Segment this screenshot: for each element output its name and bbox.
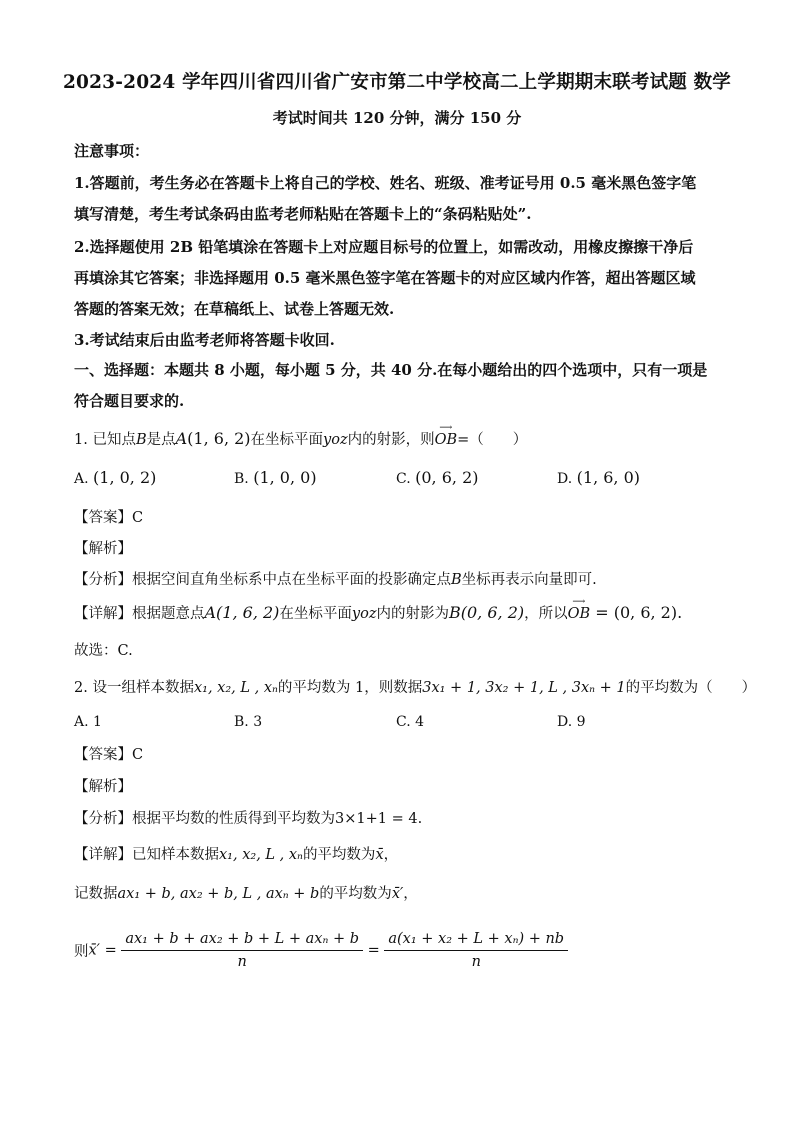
q2-option-c: C. 4	[396, 714, 425, 730]
q2-xiangjie: 【详解】已知样本数据x₁, x₂, L , xₙ的平均数为x̄，	[74, 847, 399, 863]
q1-answer: 【答案】C	[74, 510, 144, 526]
note-1-line-1: 1.答题前，考生务必在答题卡上将自己的学校、姓名、班级、准考证号用 0.5 毫米黑色签字笔	[74, 174, 697, 192]
fraction-2: $\frac{\text{a(x₁ + x₂ + L + xₙ) + nb}}{n}$	[384, 928, 568, 973]
q1-option-c: C. (0, 6, 2)	[396, 468, 479, 487]
note-2-line-2: 再填涂其它答案；非选择题用 0.5 毫米黑色签字笔在答题卡的对应区域内作答，超出答题区域	[74, 269, 696, 287]
vector-arrow-icon: ⟶	[572, 597, 586, 607]
note-1-line-2: 填写清楚，考生考试条码由监考老师粘贴在答题卡上的“条码粘贴处”.	[74, 205, 532, 223]
q1-choice: 故选：C.	[74, 643, 133, 659]
question-2-stem: 2. 设一组样本数据x₁, x₂, L , xₙ的平均数为 1，则数据3x₁ + 1, 3x₂ + 1, L , 3xₙ + 1的平均数为（ ）	[74, 680, 757, 696]
q1-option-a: A. (1, 0, 2)	[74, 468, 157, 487]
fraction-1: $\frac{\text{ax₁ + b + ax₂ + b + L + axₙ + b}}{n}$	[121, 928, 363, 973]
document-title: 2023-2024 学年四川省四川省广安市第二中学校高二上学期期末联考试题 数学	[62, 72, 732, 93]
note-2-line-3: 答题的答案无效；在草稿纸上、试卷上答题无效.	[74, 300, 395, 318]
vector-ob-solution: ⟶ OB	[567, 597, 591, 622]
q1-option-d: D. (1, 6, 0)	[557, 468, 641, 487]
q1-analysis-tag: 【解析】	[74, 541, 132, 557]
q2-formula: 则x̄′ = $\frac{\text{ax₁ + b + ax₂ + b + L + axₙ + b}}{n}$ = $\frac{\text{a(x₁ + x₂ + L + xₙ) + nb}}{n}$	[74, 928, 568, 973]
q2-ji: 记数据ax₁ + b, ax₂ + b, L , axₙ + b的平均数为x̄′，	[74, 886, 418, 902]
q2-option-d: D. 9	[557, 714, 586, 730]
question-1-stem: 1. 已知点B是点A(1, 6, 2)在坐标平面yoz内的射影，则 ⟶ OB=（ ）	[74, 423, 528, 448]
q1-xiangjie: 【详解】根据题意点A(1, 6, 2)在坐标平面yoz内的射影为B(0, 6, 2)，所以 ⟶ OB = (0, 6, 2).	[74, 597, 683, 622]
q2-analysis-tag: 【解析】	[74, 779, 132, 795]
notes-heading: 注意事项：	[74, 142, 150, 160]
document-subtitle: 考试时间共 120 分钟，满分 150 分	[272, 109, 522, 127]
note-2-line-1: 2.选择题使用 2B 铅笔填涂在答题卡上对应题目标号的位置上，如需改动，用橡皮擦擦干净后	[74, 238, 694, 256]
q2-fenxi: 【分析】根据平均数的性质得到平均数为3×1+1 = 4.	[74, 811, 423, 827]
section-1-heading-line-1: 一、选择题：本题共 8 小题，每小题 5 分，共 40 分.在每小题给出的四个选项中，只有一项是	[74, 361, 708, 379]
vector-arrow-icon: ⟶	[439, 423, 453, 433]
section-1-heading-line-2: 符合题目要求的.	[74, 392, 185, 410]
q2-option-b: B. 3	[234, 714, 263, 730]
q2-option-a: A. 1	[74, 714, 102, 730]
vector-ob: ⟶ OB	[434, 423, 458, 448]
q1-option-b: B. (1, 0, 0)	[234, 468, 317, 487]
note-3: 3.考试结束后由监考老师将答题卡收回.	[74, 331, 335, 349]
q1-fenxi: 【分析】根据空间直角坐标系中点在坐标平面的投影确定点B坐标再表示向量即可.	[74, 572, 597, 588]
q2-answer: 【答案】C	[74, 747, 144, 763]
